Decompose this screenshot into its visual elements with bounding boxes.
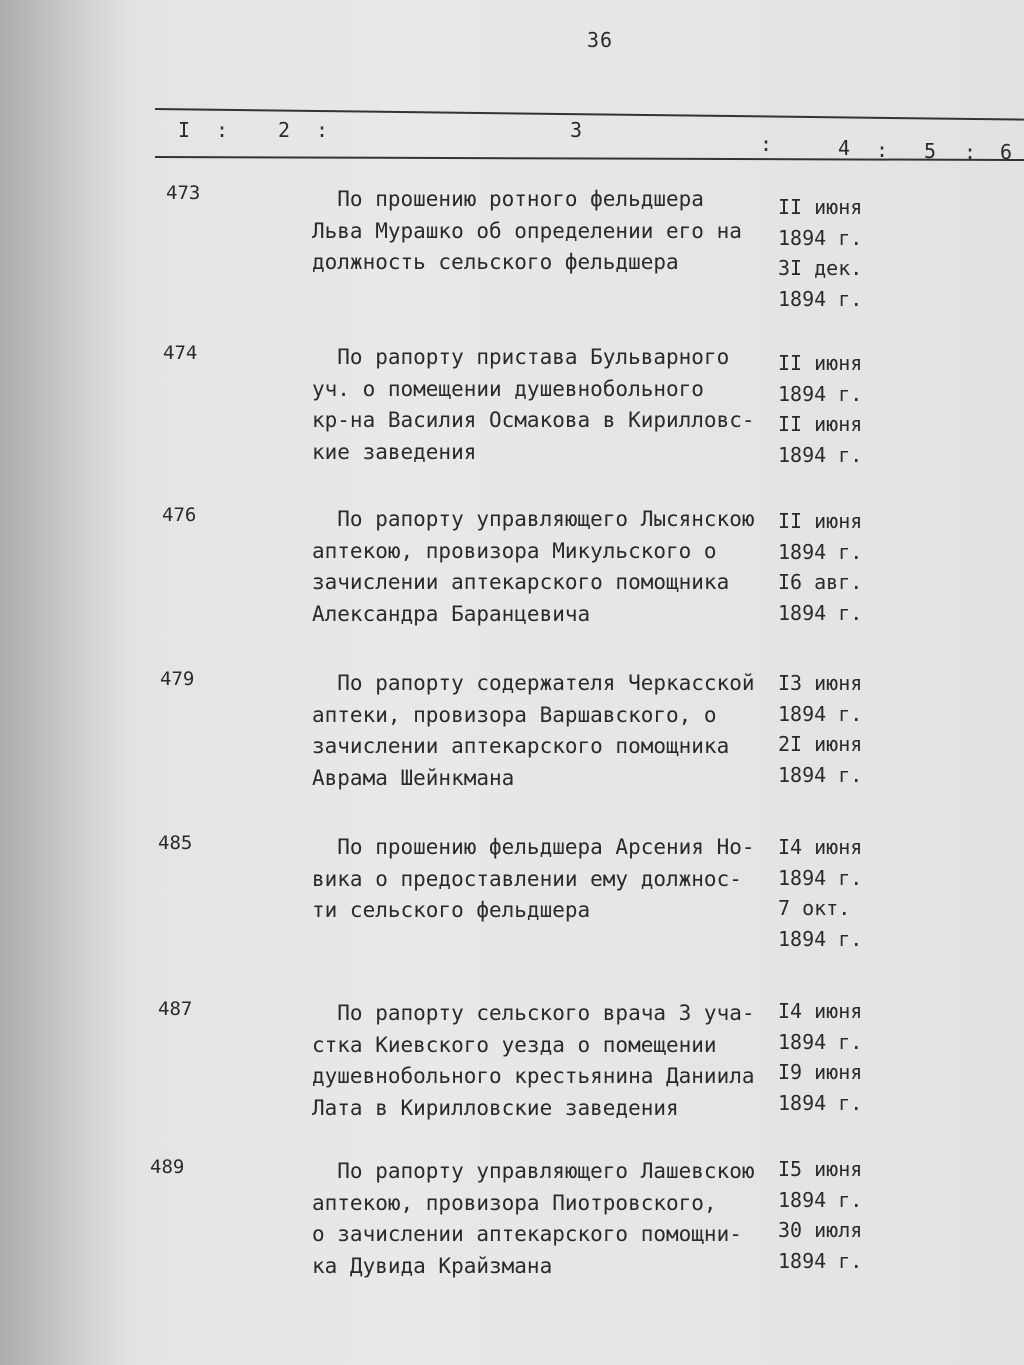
description-line: Лата в Кирилловские заведения <box>312 1095 679 1120</box>
entry-number: 473 <box>166 182 201 204</box>
column-separator: : <box>876 138 889 162</box>
date-line: II июня <box>778 509 863 533</box>
date-line: 1894 г. <box>778 865 863 890</box>
description-line: ти сельского фельдшера <box>312 898 591 922</box>
description-line: должность сельского фельдшера <box>312 250 679 274</box>
date-line: 1894 г. <box>778 762 863 787</box>
entry-description <box>312 832 782 927</box>
description-line: уч. о помещении душевнобольного <box>312 376 704 401</box>
column-separator: : <box>760 132 773 156</box>
description-line: аптекою, провизора Пиотровского, <box>312 1190 717 1215</box>
description-line: ка Дувида Крайзмана <box>312 1253 553 1278</box>
entry-dates <box>778 348 888 470</box>
entry-number: 476 <box>162 504 197 526</box>
date-line: I4 июня <box>778 999 863 1023</box>
entry-description <box>312 342 782 468</box>
description-line: Аврама Шейнкмана <box>312 765 515 790</box>
column-separator: : <box>216 118 229 142</box>
date-line: I3 июня <box>778 671 863 695</box>
description-line: стка Киевского уезда о помещении <box>312 1032 717 1057</box>
date-line: II июня <box>778 195 863 219</box>
description-line: зачислении аптекарского помощника <box>312 734 730 758</box>
entry-description <box>312 184 782 279</box>
entry-dates <box>778 996 888 1118</box>
date-line: 30 июля <box>778 1218 863 1242</box>
description-line: По рапорту сельского врача 3 уча- <box>312 1001 755 1025</box>
entry-description <box>312 504 782 630</box>
date-line: 2I июня <box>778 732 863 756</box>
column-separator: : <box>964 140 977 164</box>
entry-description <box>312 998 782 1124</box>
entry-dates <box>778 192 888 314</box>
column-header-5: 5 <box>924 139 937 163</box>
entry-dates <box>778 506 888 628</box>
column-header-2: 2 <box>278 118 291 142</box>
description-line: По прошению фельдшера Арсения Но- <box>312 835 755 859</box>
description-line: аптекою, провизора Микульского о <box>312 538 717 563</box>
date-line: 1894 г. <box>778 1029 863 1054</box>
date-line: I5 июня <box>778 1157 863 1181</box>
date-line: 1894 г. <box>778 926 863 951</box>
description-line: По рапорту содержателя Черкасской <box>312 671 755 695</box>
entry-dates <box>778 832 888 954</box>
entry-number: 487 <box>158 998 193 1020</box>
description-line: кие заведения <box>312 439 477 464</box>
description-line: Льва Мурашко об определении его на <box>312 218 742 243</box>
description-line: о зачислении аптекарского помощни- <box>312 1222 742 1246</box>
column-header-3: 3 <box>570 118 583 142</box>
description-line: По рапорту управляющего Лашевскою <box>312 1159 755 1183</box>
date-line: II июня <box>778 412 863 436</box>
date-line: 1894 г. <box>778 701 863 726</box>
date-line: 7 окт. <box>778 896 851 920</box>
header-rule-bottom <box>155 156 1024 161</box>
date-line: 1894 г. <box>778 600 863 625</box>
date-line: I6 авг. <box>778 570 863 594</box>
description-line: вика о предоставлении ему должнос- <box>312 866 742 891</box>
date-line: 1894 г. <box>778 442 863 467</box>
date-line: 1894 г. <box>778 539 863 564</box>
description-line: кр-на Василия Осмакова в Кирилловс- <box>312 408 755 432</box>
entry-number: 479 <box>160 668 195 690</box>
description-line: По рапорту пристава Бульварного <box>312 345 730 369</box>
date-line: 1894 г. <box>778 1187 863 1212</box>
column-header-1: I <box>178 118 191 142</box>
entry-dates <box>778 668 888 790</box>
description-line: зачислении аптекарского помощника <box>312 570 730 594</box>
date-line: 3I дек. <box>778 256 863 280</box>
binding-shadow <box>0 0 140 1365</box>
entry-description <box>312 668 782 794</box>
description-line: Александра Баранцевича <box>312 601 591 626</box>
entry-number: 474 <box>163 342 198 364</box>
entry-number: 485 <box>158 832 193 854</box>
page-number: 36 <box>586 28 614 52</box>
column-header-4: 4 <box>838 136 851 160</box>
description-line: По рапорту управляющего Лысянскою <box>312 507 755 531</box>
entry-dates <box>778 1154 888 1276</box>
description-line: По прошению ротного фельдшера <box>312 187 704 211</box>
column-separator: : <box>316 118 329 142</box>
date-line: 1894 г. <box>778 286 863 311</box>
date-line: II июня <box>778 351 863 375</box>
description-line: аптеки, провизора Варшавского, о <box>312 702 717 727</box>
column-header-6: 6 <box>1000 140 1013 164</box>
date-line: 1894 г. <box>778 381 863 406</box>
date-line: I9 июня <box>778 1060 863 1084</box>
description-line: душевнобольного крестьянина Даниила <box>312 1064 755 1088</box>
date-line: 1894 г. <box>778 1248 863 1273</box>
entry-description <box>312 1156 782 1282</box>
entry-number: 489 <box>150 1156 185 1178</box>
date-line: 1894 г. <box>778 225 863 250</box>
date-line: 1894 г. <box>778 1090 863 1115</box>
date-line: I4 июня <box>778 835 863 859</box>
